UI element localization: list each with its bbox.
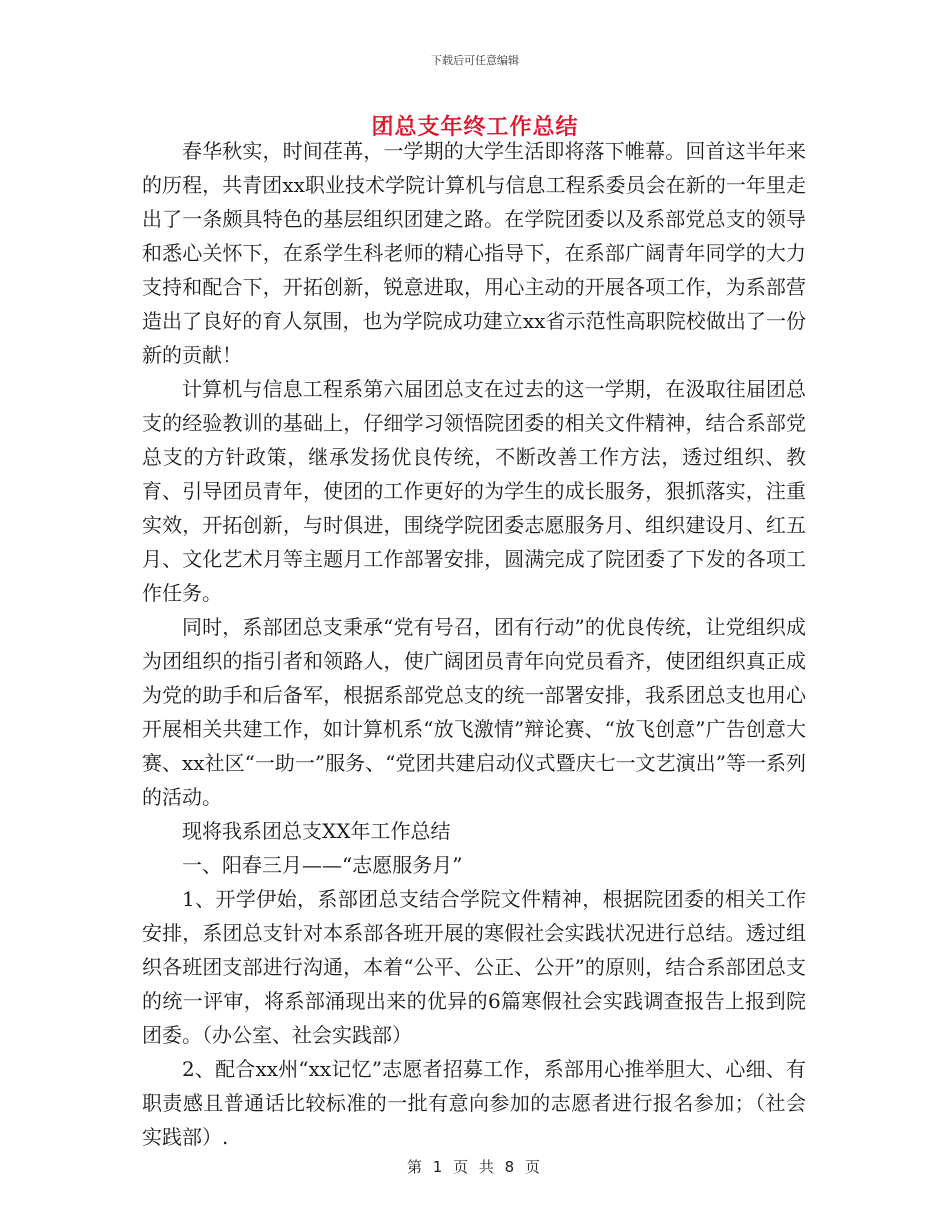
- body-paragraph: 春华秋实，时间荏苒，一学期的大学生活即将落下帷幕。回首这半年来的历程，共青团xx职业技术学院计算机与信息工程系委员会在新的一年里走出了一条颇具特色的基层组织团建之路。在学院团委以及系部党总支的领导和悉心关怀下，在系学生科老师的精心指导下，在系部广阔青年同学的大力支持和配合下，开拓创新，锐意进取，用心主动的开展各项工作，为系部营造出了良好的育人氛围，也为学院成功建立xx省示范性高职院校做出了一份新的贡献！: [142, 139, 806, 367]
- page-number: 第 1 页 共 8 页: [407, 1158, 543, 1176]
- body-paragraph: 1、开学伊始，系部团总支结合学院文件精神，根据院团委的相关工作安排，系团总支针对本系部各班开展的寒假社会实践状况进行总结。透过组织各班团支部进行沟通，本着“公平、公正、公开”的原则，结合系部团总支的统一评审，将系部涌现出来的优异的6篇寒假社会实践调查报告上报到院团委。（办公室、社会实践部）: [142, 887, 806, 1047]
- body-paragraph: 同时，系部团总支秉承“党有号召，团有行动”的优良传统，让党组织成为团组织的指引者和领路人，使广阔团员青年向党员看齐，使团组织真正成为党的助手和后备军，根据系部党总支的统一部署安排，我系团总支也用心开展相关共建工作，如计算机系“放飞激情”辩论赛、“放飞创意”广告创意大赛、xx社区“一助一”服务、“党团共建启动仪式暨庆七一文艺演出”等一系列的活动。: [142, 615, 806, 809]
- body-paragraph: 现将我系团总支XX年工作总结: [182, 819, 451, 843]
- body-paragraph: 2、配合xx州“xx记忆”志愿者招募工作，系部用心推举胆大、心细、有职责感且普通话比较标准的一批有意向参加的志愿者进行报名参加；（社会实践部）.: [142, 1057, 806, 1149]
- document-body: [142, 134, 806, 1154]
- section-heading: 一、阳春三月——“志愿服务月”: [182, 853, 463, 877]
- document-title: 团总支年终工作总结: [371, 115, 579, 140]
- page-header: 下载后可任意编辑: [431, 54, 519, 67]
- body-paragraph: 计算机与信息工程系第六届团总支在过去的这一学期，在汲取往届团总支的经验教训的基础上，仔细学习领悟院团委的相关文件精神，结合系部党总支的方针政策，继承发扬优良传统，不断改善工作方法，透过组织、教育、引导团员青年，使团的工作更好的为学生的成长服务，狠抓落实，注重实效，开拓创新，与时俱进，围绕学院团委志愿服务月、组织建设月、红五月、文化艺术月等主题月工作部署安排，圆满完成了院团委了下发的各项工作任务。: [142, 377, 806, 605]
